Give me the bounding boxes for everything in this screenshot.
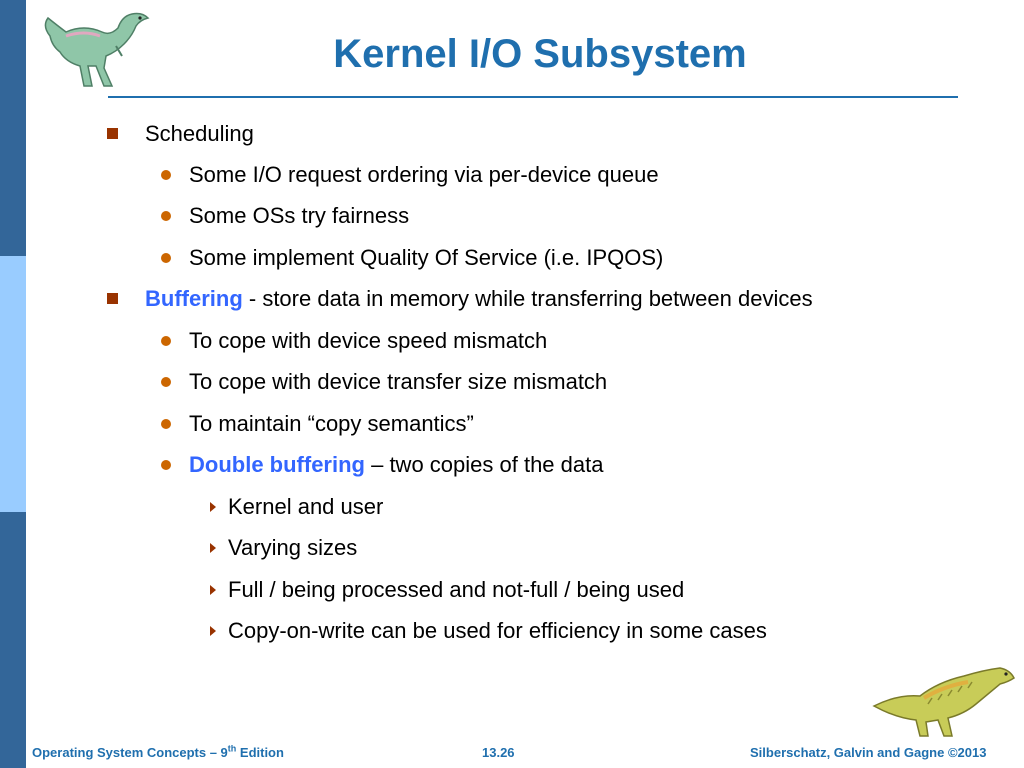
bullet-scheduling: Scheduling [145,120,254,148]
bullet-buffering [145,285,813,313]
bullet-dbl-full-notfull: Full / being processed and not-full / being used [228,576,684,604]
sidebar-bottom-stripe [0,512,26,768]
footer-page-number: 13.26 [482,745,515,760]
dot-bullet-icon [161,336,171,346]
title-divider [108,96,958,98]
footer-book-title: Operating System Concepts – 9th Edition [32,743,284,760]
bullet-sched-qos: Some implement Quality Of Service (i.e. IPQOS) [189,244,663,272]
dinosaur-icon [868,660,1018,740]
bullet-dbl-sizes: Varying sizes [228,534,357,562]
bullet-double-buffering [189,451,603,479]
dot-bullet-icon [161,460,171,470]
triangle-bullet-icon [210,585,216,595]
dot-bullet-icon [161,377,171,387]
square-bullet-icon [107,293,118,304]
bullet-dbl-kernel-user: Kernel and user [228,493,383,521]
sidebar-top-stripe [0,0,26,256]
triangle-bullet-icon [210,626,216,636]
sidebar-middle-stripe [0,256,26,512]
double-buffering-term: Double buffering [189,452,365,477]
dot-bullet-icon [161,419,171,429]
dinosaur-icon [36,6,156,96]
bullet-sched-fairness: Some OSs try fairness [189,202,409,230]
bullet-buf-speed: To cope with device speed mismatch [189,327,547,355]
buffering-term: Buffering [145,286,243,311]
square-bullet-icon [107,128,118,139]
bullet-buf-size: To cope with device transfer size mismatch [189,368,607,396]
buffering-definition: - store data in memory while transferring between devices [242,286,813,311]
slide-title: Kernel I/O Subsystem [333,32,747,76]
dot-bullet-icon [161,170,171,180]
bullet-sched-queue: Some I/O request ordering via per-device queue [189,161,659,189]
dot-bullet-icon [161,211,171,221]
triangle-bullet-icon [210,543,216,553]
bullet-buf-copy-semantics: To maintain “copy semantics” [189,410,474,438]
triangle-bullet-icon [210,502,216,512]
double-buffering-definition: – two copies of the data [364,452,604,477]
dot-bullet-icon [161,253,171,263]
footer-copyright: Silberschatz, Galvin and Gagne ©2013 [750,745,987,760]
bullet-dbl-copy-on-write: Copy-on-write can be used for efficiency in some cases [228,617,767,645]
